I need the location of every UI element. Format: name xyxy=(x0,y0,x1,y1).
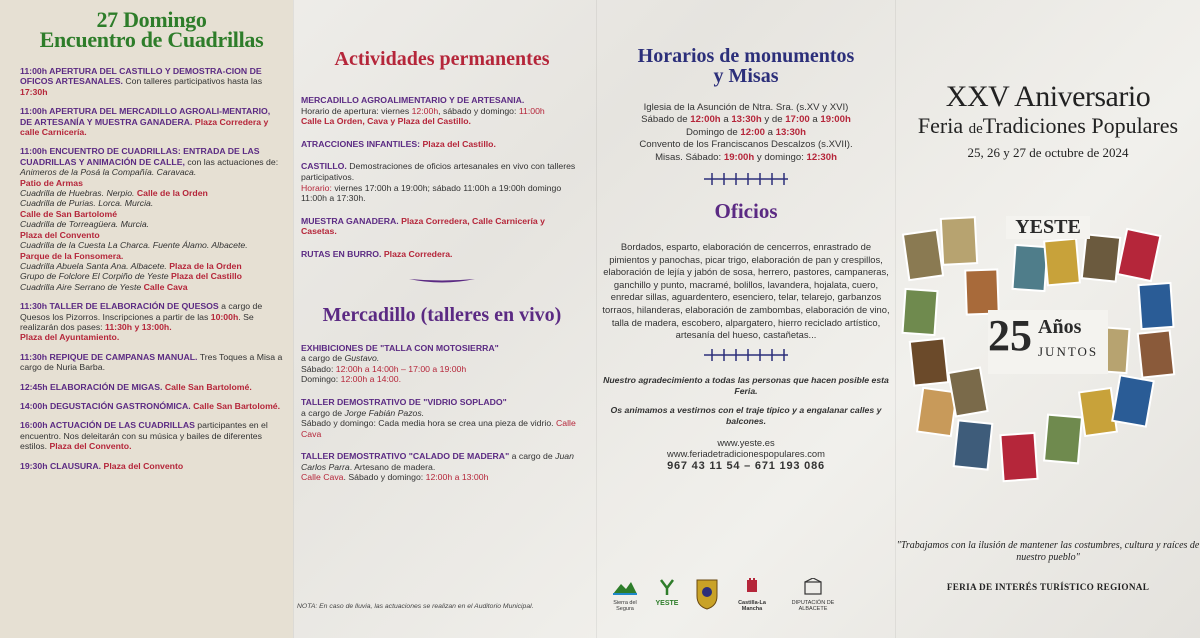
feria-dates: 25, 26 y 27 de octubre de 2024 xyxy=(967,145,1129,160)
section-title-horarios xyxy=(602,46,890,86)
sierra-segura-logo: Sierra del Segura xyxy=(608,578,642,612)
title-line-2: Encuentro de Cuadrillas xyxy=(39,27,264,52)
item-head: CASTILLO. xyxy=(301,161,347,172)
ornament-fence-icon xyxy=(602,348,890,365)
item-body: Horario de apertura: viernes xyxy=(301,105,412,116)
hours-line: Misas. Sábado: 19:00h y domingo: 12:30h xyxy=(655,151,837,163)
item-head: RUTAS EN BURRO. xyxy=(301,248,382,259)
item-head: 11:00h ENCUENTRO DE CUADRILLAS: ENTRADA DE LAS CUADRILLAS Y ANIMACIÓN DE CALLE, xyxy=(20,146,260,167)
section-title-oficios: Oficios xyxy=(714,199,778,224)
list-item xyxy=(20,461,283,471)
anniversary-title: XXV Aniversario xyxy=(945,80,1151,113)
section-title-actividades: Actividades permanentes xyxy=(334,48,550,70)
item-head: 11:30h TALLER DE ELABORACIÓN DE QUESOS xyxy=(20,301,219,312)
cuadrilla-entry: Animeros de la Posá la Compañía. Caravaca. xyxy=(20,167,197,178)
item-head: TALLER DEMOSTRATIVO "CALADO DE MADERA" xyxy=(301,451,510,462)
ornament-fence-icon xyxy=(602,172,890,189)
list-item xyxy=(20,106,283,137)
castilla-la-mancha-logo: Castilla-La Mancha xyxy=(732,578,772,612)
ornament-divider xyxy=(301,272,583,286)
item-head: 11:00h APERTURA DEL MERCADILLO AGROALI-MENTARIO, DE ARTESANÍA Y MUESTRA GANADERA. xyxy=(20,106,271,127)
monument-name: Convento de los Franciscanos Descalzos (s.XVII). xyxy=(639,139,853,151)
cuadrilla-place: Patio de Armas xyxy=(20,177,83,188)
cuadrilla-entry: Cuadrilla de Purias. Lorca. Murcia. xyxy=(20,198,154,209)
item-times: 11:30h y 13:00h. xyxy=(105,321,172,332)
item-head: MUESTRA GANADERA. xyxy=(301,215,399,226)
website-link[interactable]: www.yeste.es xyxy=(717,436,775,448)
title-line-1: Horarios de monumentos xyxy=(637,45,855,67)
fold-line xyxy=(293,0,294,638)
panel-cover xyxy=(896,0,1200,638)
contact-block xyxy=(602,437,890,472)
item-body-extra: . Se realizarán dos pases: xyxy=(20,311,254,332)
monument-name: Iglesia de la Asunción de Ntra. Sra. (s.XV y XVI) xyxy=(643,102,849,113)
item-body: participantes en el encuentro. Nos deleitarán con su música y bailes de diferentes estilos. xyxy=(20,420,268,452)
item-body: Con talleres participativos hasta las xyxy=(122,76,263,87)
item-head: MERCADILLO AGROALIMENTARIO Y DE ARTESANIA. xyxy=(301,95,525,105)
fold-line xyxy=(895,0,896,638)
diputacion-albacete-logo: DIPUTACIÓN DE ALBACETE xyxy=(780,578,846,612)
website-link[interactable]: www.feriadetradicionespopulares.com xyxy=(667,447,825,459)
cuadrilla-entry: Cuadrilla Abuela Santa Ana. Albacete. Plaza de la Orden xyxy=(20,260,242,271)
mercadillo-list xyxy=(301,343,583,484)
panel-horarios xyxy=(598,0,894,638)
cuadrilla-entry: Cuadrilla Aire Serrano de Yeste Calle Cava xyxy=(20,281,188,292)
item-head: TALLER DEMOSTRATIVO DE "VIDRIO SOPLADO" xyxy=(301,396,507,407)
list-item xyxy=(20,66,283,97)
item-body: con las actuaciones de: xyxy=(184,156,279,167)
list-item: TALLER DEMOSTRATIVO "CALADO DE MADERA" a cargo de Juan Carlos Parra. Artesano de madera. Calle Cava. Sábado y domingo: 12:00h a 13:00h xyxy=(301,451,574,483)
list-item xyxy=(20,382,283,392)
item-place: Plaza del Ayuntamiento. xyxy=(20,332,120,343)
actividades-list xyxy=(301,95,583,260)
thanks-text: Nuestro agradecimiento a todas las personas que hacen posible esta Feria. Os animamos a vestirnos con el traje típico y a engalanar calles y balcones. xyxy=(603,374,889,426)
ornament-icon xyxy=(407,274,477,284)
coat-of-arms-icon xyxy=(692,578,722,612)
item-place: Plaza del Convento. xyxy=(49,441,132,452)
list-item xyxy=(301,216,583,237)
item-body: Demostraciones de oficios artesanales en vivo con talleres participativos. xyxy=(301,161,576,182)
item-head: 14:00h DEGUSTACIÓN GASTRONÓMICA. xyxy=(20,400,191,411)
item-head: EXHIBICIONES DE "TALLA CON MOTOSIERRA" xyxy=(301,342,499,353)
cuadrilla-entry: Cuadrilla de la Cuesta La Charca. Fuente Álamo. Albacete. xyxy=(20,240,248,251)
panel-actividades xyxy=(293,0,593,638)
item-body: a cargo de Quesos los Pizorros. Inscripciones a partir de las xyxy=(20,301,263,322)
rain-note: NOTA: En caso de lluvia, las actuaciones se realizan en el Auditorio Municipal. xyxy=(297,603,534,610)
list-item xyxy=(20,401,283,411)
item-place: Calle La Orden, Cava y Plaza del Castillo. xyxy=(301,116,471,127)
item-place: Plaza Corredera, Calle Carnicería y Casetas. xyxy=(301,215,545,237)
item-hours: viernes 17:00h a 19:00h; sábado 11:00h a 19:00h domingo 11:00h a 17:30h. xyxy=(301,182,562,204)
hours-line: Sábado de 12:00h a 13:30h y de 17:00 a 19:00h xyxy=(641,114,851,126)
hours-line: Domingo de 12:00 a 13:30h xyxy=(685,126,807,138)
oficios-text: Bordados, esparto, elaboración de cencerros, enrastrado de pimientos y panochas, picar trigo, elaboración de pan y crespillos, elaboración de lejía y jabón de sosa, herrero, pastores, campaneras, ganchillo y punto, macramé, bolillos, lavandera, hojalata, cuero, enredar sillas, aguardentero, esenciero, telar, telarejo, garbanzos torraos, hilanderas, elaboración de zambombas, elaboración de vino, talla de madera, escobero, alpargatero, hierro reciclado artístico, artesanía del hueso, castañetas... xyxy=(602,241,890,341)
quote-text: "Trabajamos con la ilusión de mantener las costumbres, cultura y raíces de nuestro pueblo" xyxy=(896,540,1200,563)
item-head: ATRACCIONES INFANTILES: xyxy=(301,138,421,149)
item-place: 17:30h xyxy=(20,86,48,97)
item-place: 10:00h xyxy=(210,311,239,322)
fold-line xyxy=(596,0,597,638)
list-item xyxy=(20,352,283,373)
list-item: EXHIBICIONES DE "TALLA CON MOTOSIERRA" a cargo de Gustavo. Sábado: 12:00h a 14:00h – 17:00 a 19:00h Domingo: 12:00h a 14:00. xyxy=(301,342,499,385)
poster-collage xyxy=(896,210,1200,490)
list-item xyxy=(301,249,583,260)
list-item: TALLER DEMOSTRATIVO DE "VIDRIO SOPLADO" a cargo de Jorge Fabián Pazos. Sábado y domingo: Cada media hora se crea una pieza de vidrio. Calle Cava xyxy=(301,396,576,439)
yeste-label: YESTE xyxy=(1006,216,1090,239)
list-item xyxy=(301,139,583,150)
cuadrilla-entry: Cuadrilla de Torreagüera. Murcia. xyxy=(20,219,150,230)
anniversary-badge: 25 Años JUNTOS xyxy=(988,310,1108,374)
title-line-2: y Misas xyxy=(713,65,779,87)
section-title-mercadillo: Mercadillo (talleres en vivo) xyxy=(322,303,562,326)
yeste-logo: YESTE xyxy=(650,578,684,607)
item-head: 19:30h CLAUSURA. xyxy=(20,460,102,471)
list-item xyxy=(20,301,283,343)
title-line-1: 27 Domingo xyxy=(96,7,207,32)
list-item: CASTILLO. Demostraciones de oficios artesanales en vivo con talleres participativos. Horario: viernes 17:00h a 19:00h; sábado 11:00h a 19:00h domingo 11:00h a 17:30h. xyxy=(301,161,576,204)
feria-interes-label: FERIA DE INTERÉS TURÍSTICO REGIONAL xyxy=(946,582,1150,592)
cuadrilla-place: Plaza del Convento xyxy=(20,229,100,240)
feria-title: Feria deTradiciones Populares xyxy=(917,113,1179,138)
monument-hours xyxy=(602,102,890,164)
schedule-list xyxy=(20,66,283,471)
item-place: Calle San Bartolomé. xyxy=(193,400,281,411)
list-item: MERCADILLO AGROALIMENTARIO Y DE ARTESANIA. Horario de apertura: viernes 12:00h, sábado y domingo: 11:00h Calle La Orden, Cava y Plaza del Castillo. xyxy=(301,95,545,127)
item-place: Plaza del Castillo. xyxy=(422,138,496,149)
list-item xyxy=(20,420,283,451)
item-head: 16:00h ACTUACIÓN DE LAS CUADRILLAS xyxy=(20,420,195,431)
item-place: Calle San Bartolomé. xyxy=(164,381,252,392)
item-head: 11:00h APERTURA DEL CASTILLO Y DEMOSTRA-CION DE OFICOS ARTESANALES. xyxy=(20,66,262,87)
cuadrilla-place: Calle de San Bartolomé xyxy=(20,208,118,219)
cuadrilla-entry: Grupo de Folclore El Corpiño de Yeste Plaza del Castillo xyxy=(20,271,242,282)
item-place: Plaza Corredera y calle Carnicería. xyxy=(20,116,269,138)
sponsor-logos xyxy=(608,578,848,614)
cuadrilla-place: Parque de la Fonsomera. xyxy=(20,250,124,261)
phone-numbers: 967 43 11 54 – 671 193 086 xyxy=(667,459,825,472)
item-head: 12:45h ELABORACIÓN DE MIGAS. xyxy=(20,381,163,392)
panel-title xyxy=(20,7,283,52)
item-place: Plaza del Convento xyxy=(103,460,184,471)
item-head: 11:30h REPIQUE DE CAMPANAS MANUAL. xyxy=(20,351,198,362)
item-place: Plaza Corredera. xyxy=(383,248,453,259)
list-item xyxy=(20,146,283,292)
panel-domingo xyxy=(0,0,293,638)
item-body: Tres Toques a Misa a cargo de Nuria Barba. xyxy=(20,351,283,373)
cuadrilla-entry: Cuadrilla de Huebras. Nerpio. Calle de la Orden xyxy=(20,188,208,199)
